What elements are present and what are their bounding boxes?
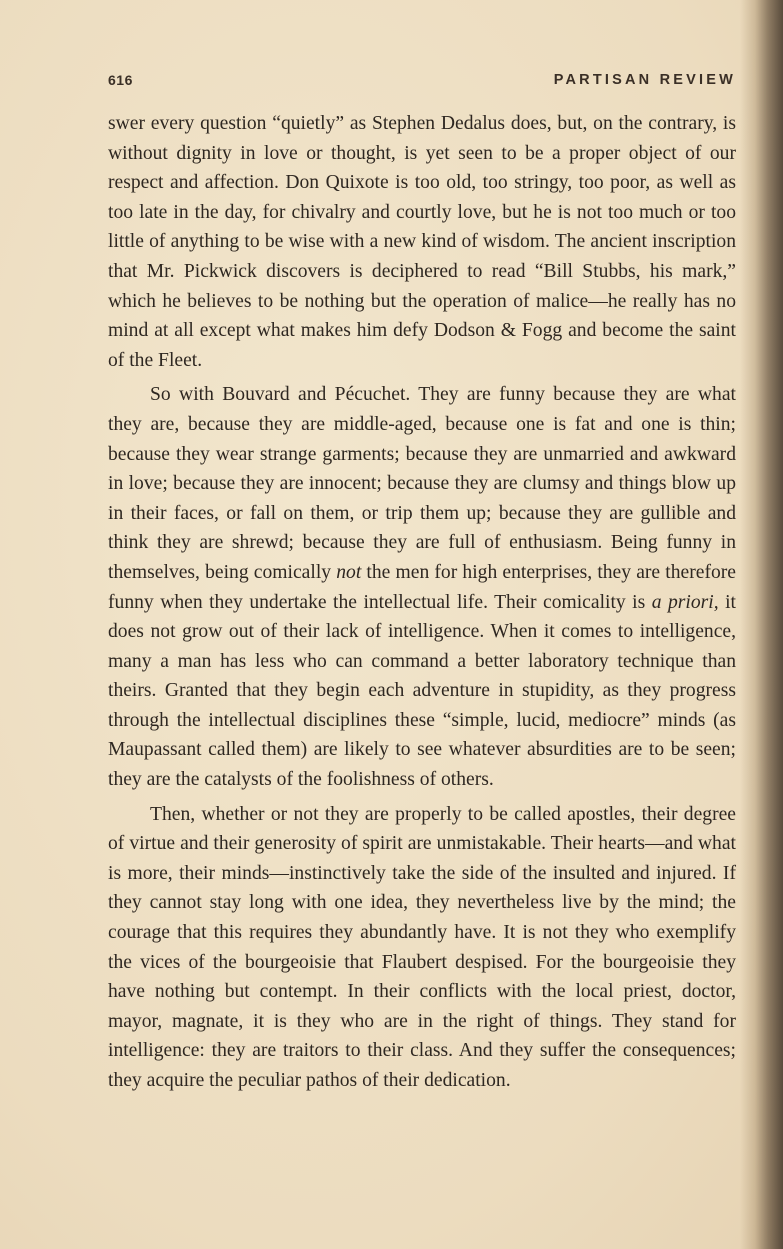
text-segment: the men for high enterprises, they are therefore funny when they undertake the intellectual life. Their comicality is: [108, 561, 736, 613]
italic-text: a priori,: [651, 591, 719, 613]
body-text: [108, 109, 736, 1096]
text-segment: swer every question “quietly” as Stephen Dedalus does, but, on the contrary, is without dignity in love or thought, is yet seen to be a proper object of our respect and affection. Don Quixote is too old, too stringy, too poor, as well as too late in the day, for chivalry and courtly love, but he is not too much or too little of anything to be wise with a new kind of wisdom. The ancient inscription that Mr. Pickwick discovers is deciphered to read “Bill Stubbs, his mark,” which he believes to be nothing but the operation of malice—he really has no mind at all except what makes him defy Dodson & Fogg and become the saint of the Fleet.: [108, 113, 736, 371]
text-segment: So with Bouvard and Pécuchet. They are funny because they are what they are, because they are middle-aged, because one is fat and one is thin; because they wear strange garments; because they are unmarried and awkward in love; because they are innocent; because they are clumsy and things blow up in their faces, or fall on them, or trip them up; because they are gullible and think they are shrewd; because they are full of enthusiasm. Being funny in themselves, being comically: [108, 384, 736, 583]
text-segment: it does not grow out of their lack of intelligence. When it comes to intelligence, many a man has less who can command a better laboratory technique than theirs. Granted that they begin each adventure in stupidity, as they progress through the intellectual disciplines these “simple, lucid, mediocre” minds (as Maupassant called them) are likely to see whatever absurdities are to be seen; they are the catalysts of the foolishness of others.: [108, 591, 736, 791]
page-header: [108, 72, 736, 94]
paragraph: [108, 380, 736, 794]
paragraph: [108, 800, 736, 1096]
text-segment: Then, whether or not they are properly to be called apostles, their degree of virtue and their generosity of spirit are unmistakable. Their hearts—and what is more, their minds—instinctively take the side of the insulted and injured. If they cannot stay long with one idea, they nevertheless live by the mind; the courage that this requires they abundantly have. It is not they who exemplify the vices of the bourgeoisie that Flaubert despised. For the bourgeoisie they have nothing but contempt. In their conflicts with the local priest, doctor, mayor, magnate, it is they who are in the right of things. They stand for intelligence: they are traitors to their class. And they suffer the consequences; they acquire the peculiar pathos of their dedication.: [108, 803, 736, 1091]
italic-text: not: [336, 561, 362, 583]
page-number: 616: [108, 72, 133, 88]
running-head: PARTISAN REVIEW: [553, 72, 736, 88]
paragraph: [108, 109, 736, 375]
